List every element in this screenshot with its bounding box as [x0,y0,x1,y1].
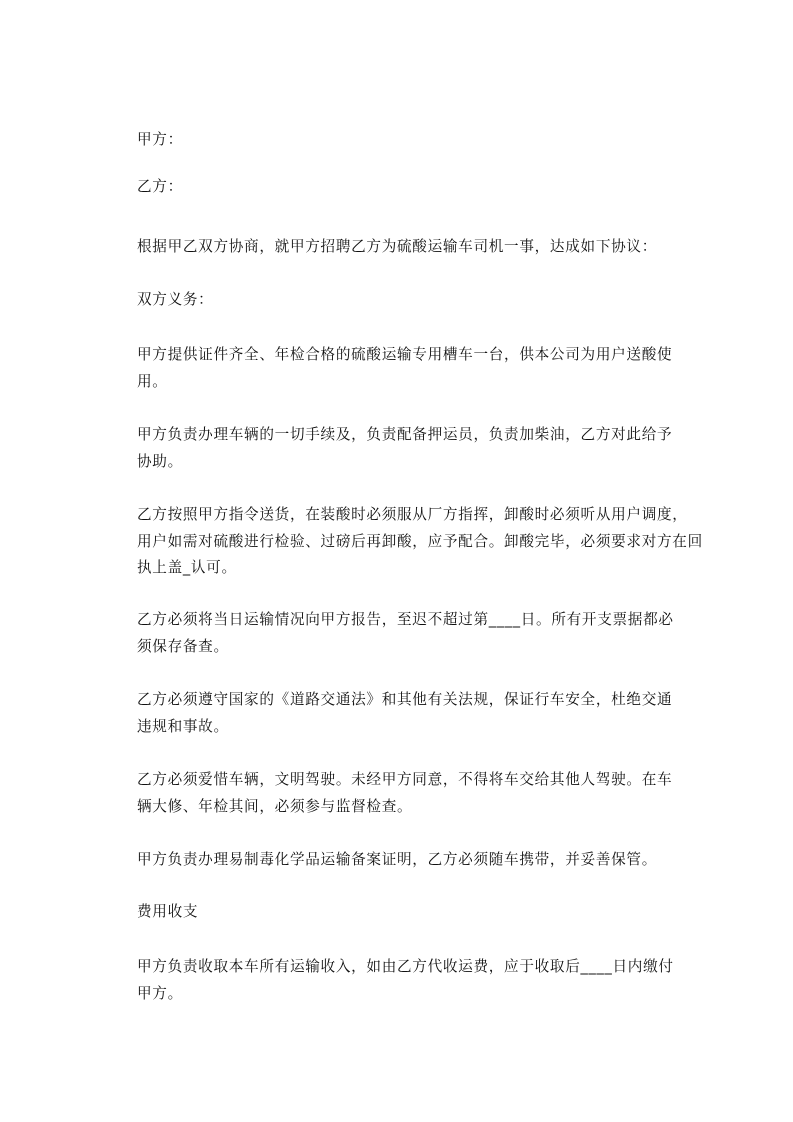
text-line: 违规和事故。 [137,717,229,735]
paragraph [137,687,672,740]
text-line: 乙方必须将当日运输情况向甲方报告，至迟不超过第____日。所有开支票据都必 [137,611,674,628]
paragraph [137,502,703,582]
paragraph [137,342,672,395]
text-line: 乙方必须遵守国家的《道路交通法》和其他有关法规，保证行车安全，杜绝交通 [137,691,673,708]
text-line: 甲方负责办理易制毒化学品运输备案证明，乙方必须随车携带，并妥善保管。 [137,851,657,868]
text-line: 用。 [137,372,168,390]
text-line: 甲方： [137,131,183,148]
text-line: 甲方提供证件齐全、年检合格的硫酸运输专用槽车一台，供本公司为用户送酸使 [137,346,673,363]
text-line: 费用收支 [137,903,199,920]
preamble [137,234,657,261]
text-line: 乙方必须爱惜车辆，文明驾驶。未经甲方同意，不得将车交给其他人驾驶。在车 [137,771,673,788]
party-b-label [137,174,183,201]
section-heading-obligations [137,287,213,314]
text-line: 乙方： [137,178,183,195]
text-line: 双方义务： [137,291,214,308]
text-line: 须保存备查。 [137,637,229,655]
party-a-label [137,127,183,154]
text-line: 协助。 [137,452,183,470]
text-line: 乙方按照甲方指令送货，在装酸时必须服从厂方指挥，卸酸时必须听从用户调度， [137,506,688,523]
text-line: 执上盖_认可。 [137,559,237,576]
text-line: 根据甲乙双方协商，就甲方招聘乙方为硫酸运输车司机一事，达成如下协议： [137,238,657,255]
text-line: 甲方负责办理车辆的一切手续及，负责配备押运员，负责加柴油，乙方对此给予 [137,426,673,443]
text-line: 甲方负责收取本车所有运输收入，如由乙方代收运费，应于收取后____日内缴付 [137,958,674,975]
text-line: 辆大修、年检其间，必须参与监督检查。 [137,797,413,815]
text-line: 甲方。 [137,984,183,1002]
section-heading-fees [137,899,198,926]
paragraph [137,954,674,1007]
paragraph [137,847,657,874]
paragraph [137,607,674,660]
paragraph [137,422,672,475]
paragraph [137,767,672,820]
text-line: 用户如需对硫酸进行检验、过磅后再卸酸，应予配合。卸酸完毕，必须要求对方在回 [137,532,703,550]
